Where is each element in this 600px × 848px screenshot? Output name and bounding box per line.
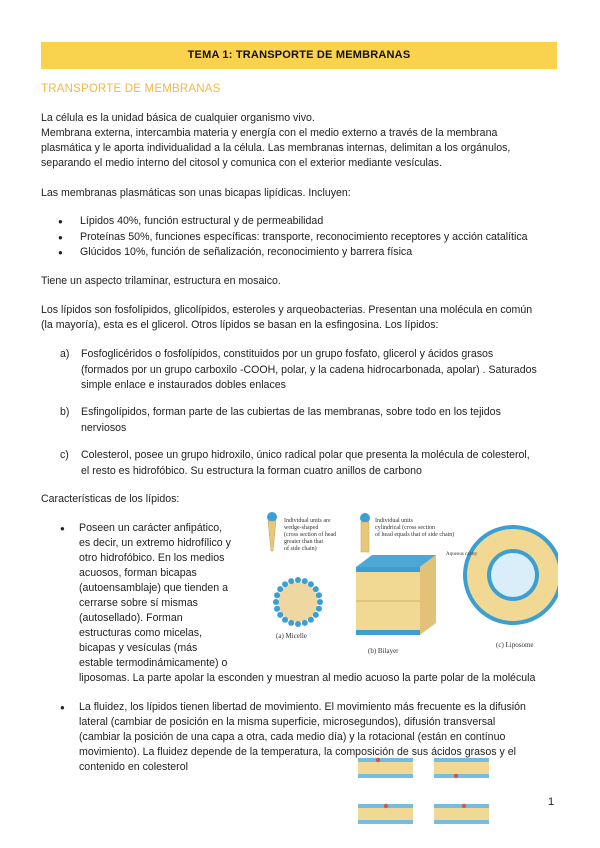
micelle-head-group xyxy=(316,606,322,612)
label-micelle: (a) Micelle xyxy=(276,632,307,640)
amphipathic-line: (autoensamblaje) que tienden a xyxy=(79,582,229,594)
lipid-type-item xyxy=(60,405,560,436)
intro-line: Membrana externa, intercambia materia y energía con el medio externo a través de la membrana xyxy=(41,127,498,139)
micelle-head-group xyxy=(313,586,319,592)
intro-line: separando el medio interno del citosol y comunica con el exterior mediante vesículas. xyxy=(41,157,443,169)
lipid-movement-figure xyxy=(356,752,536,842)
micelle-head-group xyxy=(317,599,323,605)
lipid-type-line: (formados por un grupo carboxilo -COOH, polar, y la cadena hidrocarbonada, apolar) . Saturados xyxy=(81,363,537,376)
composition-list xyxy=(58,214,528,261)
lipid-type-item xyxy=(60,347,560,394)
transverse-diffusion-diagram xyxy=(434,758,489,778)
composition-item: ● Glúcidos 10%, función de señalización, reconocimiento y barrera física xyxy=(58,245,528,261)
micelle-head-group xyxy=(288,620,294,626)
composition-item: ● Proteínas 50%, funciones específicas: transporte, reconocimiento receptores y acción catalítica xyxy=(58,230,528,246)
amphipathic-line: estructuras como micelas, xyxy=(79,627,203,639)
note-cylinder: Individual units cylindrical (cross section of head equals that of side chain) xyxy=(375,518,455,538)
micelle-head-group xyxy=(308,581,314,587)
lipid-type-item xyxy=(60,448,560,479)
liposome-diagram xyxy=(446,525,558,649)
micelle-head-group xyxy=(302,620,308,626)
bilayer-diagram xyxy=(356,555,436,655)
micelle-head-group xyxy=(274,606,280,612)
micelle-head-group xyxy=(313,612,319,618)
amphipathic-line: es decir, un extremo hidrofílico y xyxy=(79,537,231,549)
label-liposome: (c) Liposome xyxy=(496,641,534,649)
label-bilayer: (b) Bilayer xyxy=(368,647,399,655)
flexion-diagram xyxy=(434,804,489,824)
page-title: TEMA 1: TRANSPORTE DE MEMBRANAS xyxy=(41,42,557,69)
micelle-diagram xyxy=(273,577,323,640)
micelle-head-group xyxy=(295,577,301,583)
amphipathic-line: acuosos, forman bicapas xyxy=(79,567,197,579)
lipid-type-line: el resto es hidrofóbico. Su estructura la forman cuatro anillos de carbono xyxy=(81,464,422,477)
fluidity-line: lateral (cambiar de posición en la misma superficie, microsegundos), difusión transversal xyxy=(79,716,496,728)
micelle-head-group xyxy=(277,586,283,592)
characteristics-heading: Características de los lípidos: xyxy=(41,493,180,505)
lipids-intro-line: Los lípidos son fosfolípidos, glicolípidos, esteroles y arqueobacterias. Presentan una molécula en común xyxy=(41,304,533,316)
micelle-head-group xyxy=(288,578,294,584)
bilayer-intro: Las membranas plasmáticas son unas bicapas lipídicas. Incluyen: xyxy=(41,187,351,199)
amphipathic-line: estable termodinámicamente) o xyxy=(79,657,228,669)
micelle-head-group xyxy=(282,581,288,587)
lipid-structures-figure xyxy=(258,505,558,657)
note-wedge: Individual units are wedge-shaped (cross section of head greater than that of side chain) xyxy=(284,518,337,552)
amphipathic-line: Poseen un carácter anfipático, xyxy=(79,522,223,534)
composition-item: ● Lípidos 40%, función estructural y de permeabilidad xyxy=(58,214,528,230)
lipid-type-line: Colesterol, posee un grupo hidroxilo, único radical polar que presenta la molécula de colesterol, xyxy=(81,449,530,461)
micelle-head-group xyxy=(282,617,288,623)
section-heading: TRANSPORTE DE MEMBRANAS xyxy=(41,83,221,95)
bullet-dot: ● xyxy=(60,703,65,712)
micelle-head-group xyxy=(302,578,308,584)
amphipathic-line: liposomas. La parte apolar la esconden y muestran al medio acuoso la parte polar de la molécula xyxy=(79,672,536,684)
list-marker: b) xyxy=(60,406,70,418)
fluidity-line: La fluidez, los lípidos tienen libertad de movimiento. El movimiento más frecuente es la difusión xyxy=(79,701,526,713)
amphipathic-line: (autosellado). Forman xyxy=(79,612,183,624)
fluidity-line: (cambiar la posición de una capa a otra, cada medio día) y la rotacional (están en contínuo xyxy=(79,731,506,743)
amphipathic-line: otro hidrofóbico. En los medios xyxy=(79,552,225,564)
micelle-head-group xyxy=(274,592,280,598)
micelle-head-group xyxy=(277,612,283,618)
lipid-type-line: simple enlace e instaurados dobles enlaces xyxy=(81,379,286,391)
fluidity-line: contenido en colesterol xyxy=(79,761,188,773)
list-marker: c) xyxy=(60,449,69,461)
bullet-dot: ● xyxy=(60,524,65,533)
wedge-lipid-icon xyxy=(267,512,277,551)
label-aqueous-cavity: Aqueous cavity xyxy=(446,552,478,557)
lateral-diffusion-diagram xyxy=(358,758,413,778)
amphipathic-line: bicapas y vesículas (más xyxy=(79,642,198,654)
lipid-type-line: Fosfoglicéridos o fosfolípidos, constituidos por un grupo fosfato, glicerol y ácidos grasos xyxy=(81,348,494,360)
cylinder-lipid-icon xyxy=(360,513,370,552)
amphipathic-line: cerrarse sobre sí mismas xyxy=(79,597,198,609)
trilaminar-text: Tiene un aspecto trilaminar, estructura en mosaico. xyxy=(41,275,281,287)
page-number: 1 xyxy=(548,796,555,808)
list-marker: a) xyxy=(60,348,70,360)
rotational-diagram xyxy=(358,804,413,824)
intro-line: plasmática y le aporta individualidad a la célula. Las membranas internas, delimitan a los orgánulos, xyxy=(41,142,511,154)
micelle-head-group xyxy=(273,599,279,605)
lipids-intro-line: (la mayoría), esta es el glicerol. Otros lípidos se basan en la esfingosina. Los lípidos: xyxy=(41,319,439,331)
micelle-head-group xyxy=(316,592,322,598)
micelle-head-group xyxy=(295,621,301,627)
lipid-type-line: Esfingolípidos, forman parte de las cubiertas de las membranas, sobre todo en los tejidos xyxy=(81,406,501,418)
intro-line: La célula es la unidad básica de cualquier organismo vivo. xyxy=(41,112,315,124)
micelle-head-group xyxy=(308,617,314,623)
lipid-type-line: nerviosos xyxy=(81,421,127,434)
fluidity-line: movimiento). La fluidez depende de la temperatura, la composición de sus ácidos grasos y el xyxy=(79,746,516,758)
